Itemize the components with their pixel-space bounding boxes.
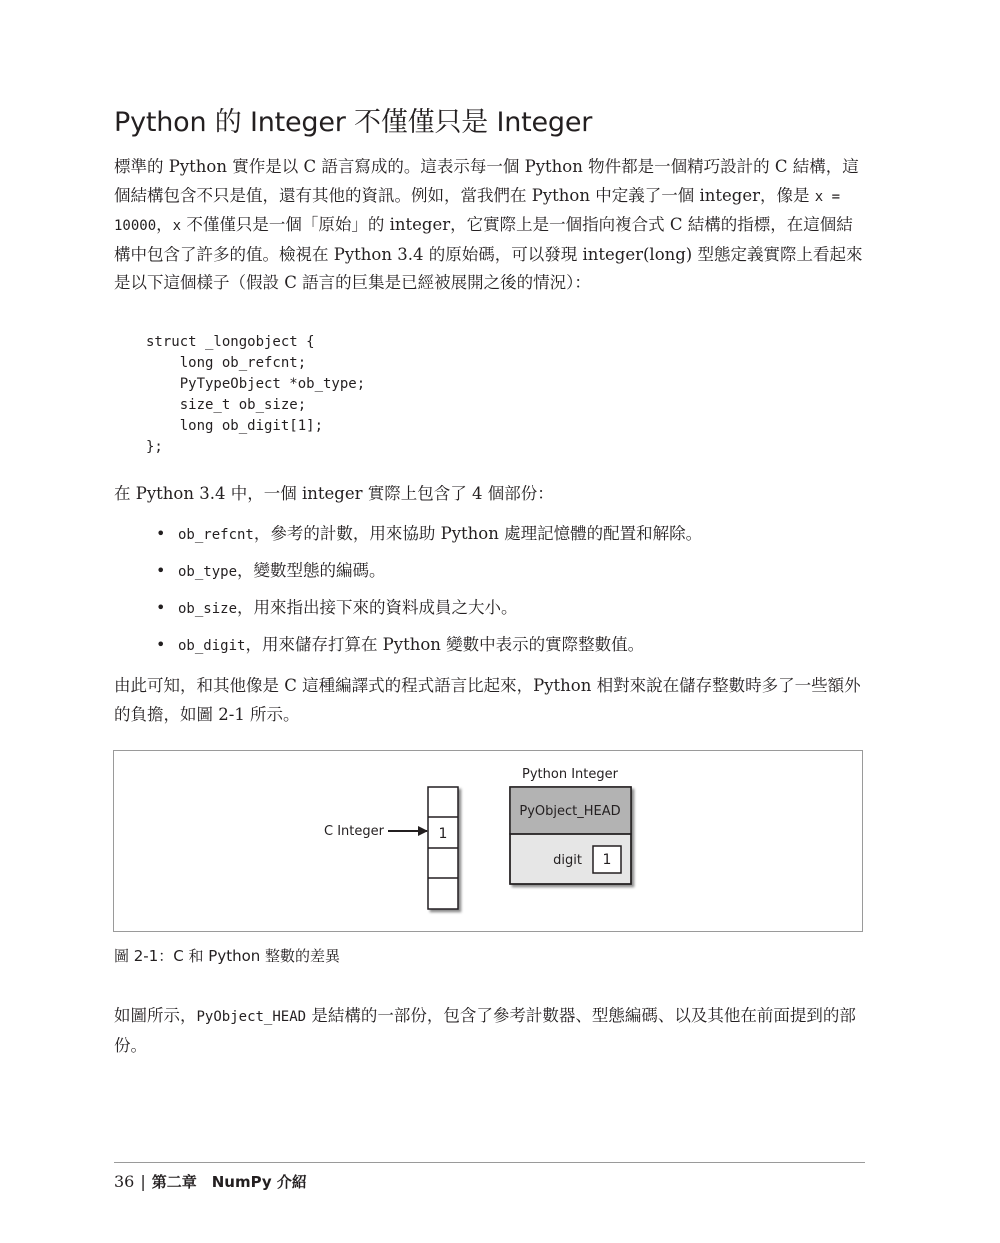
bullet-icon: • — [156, 635, 166, 654]
list-item-code: ob_digit — [178, 638, 246, 654]
intro-text-1: 標準的 Python 實作是以 C 語言寫成的。這表示每一個 Python 物件都是一個精巧設計的 C 結構，這個結構包含不只是值，還有其他的資訊。例如，當我們在 Python 中定義了一個 integer，像是 — [114, 157, 859, 205]
list-item-text: ，變數型態的編碼。 — [237, 561, 386, 580]
intro-text-3: 不僅僅只是一個「原始」的 integer，它實際上是一個指向複合式 C 結構的指標，在這個結構中包含了許多的值。檢視在 Python 3.4 的原始碼，可以發現 integer(long) 型態定義實際上看起來是以下這個樣子（假設 C 語言的巨集是已經被展開之後的情況）： — [114, 215, 863, 292]
python-integer-title: Python Integer — [522, 767, 618, 782]
code-line: size_t ob_size; — [146, 397, 307, 413]
bullet-icon: • — [156, 561, 166, 580]
figure-caption: 圖 2-1：C 和 Python 整數的差異 — [114, 947, 341, 965]
list-item — [114, 594, 866, 631]
page-footer — [114, 1170, 307, 1194]
code-line: struct _longobject { — [146, 334, 315, 350]
python-integer-object — [510, 787, 631, 884]
footer-divider — [114, 1162, 865, 1163]
code-line: long ob_digit[1]; — [146, 418, 324, 434]
digit-value: 1 — [602, 852, 612, 868]
list-item-code: ob_type — [178, 564, 238, 580]
pyobject-head-label: PyObject_HEAD — [519, 804, 621, 819]
c-integer-value: 1 — [438, 826, 448, 842]
field-list — [114, 520, 866, 668]
closing-code-pyobject-head: PyObject_HEAD — [196, 1009, 307, 1025]
intro-code-x: x — [172, 218, 182, 234]
list-item — [114, 557, 866, 594]
list-item-code: ob_refcnt — [178, 527, 254, 543]
intro-paragraph — [114, 153, 866, 298]
digit-label: digit — [553, 853, 582, 868]
list-item-code: ob_size — [178, 601, 238, 617]
bullet-icon: • — [156, 524, 166, 543]
code-line: long ob_refcnt; — [146, 355, 307, 371]
closing-paragraph — [114, 1002, 866, 1060]
code-block — [146, 332, 365, 458]
list-item — [114, 520, 866, 557]
list-item — [114, 631, 866, 668]
c-integer-label: C Integer — [324, 824, 384, 839]
bullet-icon: • — [156, 598, 166, 617]
code-line: }; — [146, 439, 163, 455]
c-integer-memory — [428, 787, 458, 909]
code-line: PyTypeObject *ob_type; — [146, 376, 366, 392]
list-item-text: ，參考的計數，用來協助 Python 處理記憶體的配置和解除。 — [253, 524, 703, 543]
chapter-title: 第二章 NumPy 介紹 — [151, 1173, 307, 1191]
footer-separator: | — [140, 1172, 146, 1191]
section-title: Python 的 Integer 不僅僅只是 Integer — [114, 107, 593, 138]
intro-code-assignment: x = 10000 — [114, 188, 841, 234]
closing-text-2: 是結構的一部份，包含了參考計數器、型態編碼、以及其他在前面提到的部份。 — [114, 1006, 856, 1055]
after-code-paragraph: 在 Python 3.4 中，一個 integer 實際上包含了 4 個部份： — [114, 484, 554, 503]
list-item-text: ，用來儲存打算在 Python 變數中表示的實際整數值。 — [245, 635, 645, 654]
intro-text-2: ， — [156, 215, 173, 234]
conclusion-paragraph: 由此可知，和其他像是 C 這種編譯式的程式語言比起來，Python 相對來說在儲存整數時多了一些額外的負擔，如圖 2-1 所示。 — [114, 676, 861, 724]
figure-2-1 — [113, 750, 863, 932]
closing-text-1: 如圖所示， — [114, 1006, 197, 1025]
list-item-text: ，用來指出接下來的資料成員之大小。 — [237, 598, 518, 617]
integer-comparison-diagram — [114, 751, 864, 933]
page-number: 36 — [114, 1172, 135, 1191]
